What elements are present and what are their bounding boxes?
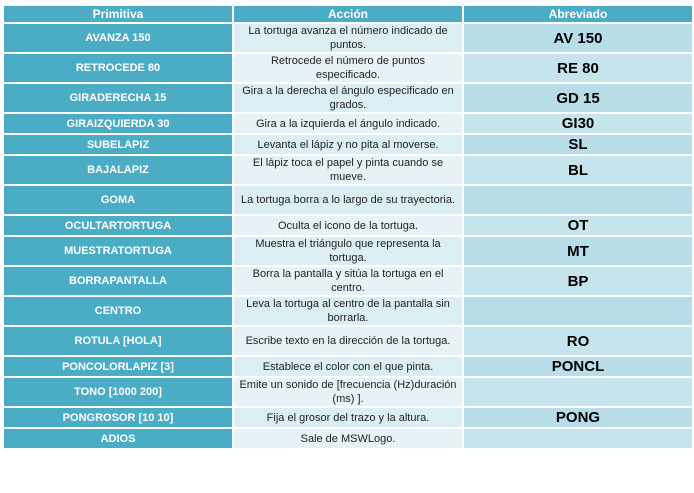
table-row [3, 407, 693, 428]
cell-abreviado: PONCL [463, 356, 693, 377]
cell-abreviado: OT [463, 215, 693, 236]
cell-accion: Gira a la izquierda el ángulo indicado. [233, 113, 463, 134]
cell-accion: Emite un sonido de [frecuencia (Hz)duración (ms) ]. [233, 377, 463, 407]
cell-accion: Gira a la derecha el ángulo especificado en grados. [233, 83, 463, 113]
table-row [3, 53, 693, 83]
cell-accion: Retrocede el número de puntos especificado. [233, 53, 463, 83]
cell-primitiva: GIRAIZQUIERDA 30 [3, 113, 233, 134]
table-row [3, 356, 693, 377]
cell-abreviado: SL [463, 134, 693, 155]
table-row [3, 155, 693, 185]
cell-abreviado: GD 15 [463, 83, 693, 113]
cell-accion: Fija el grosor del trazo y la altura. [233, 407, 463, 428]
table-row [3, 113, 693, 134]
cell-abreviado: GI30 [463, 113, 693, 134]
cell-primitiva: BAJALAPIZ [3, 155, 233, 185]
cell-accion: La tortuga avanza el número indicado de puntos. [233, 23, 463, 53]
table-row [3, 236, 693, 266]
cell-accion: Establece el color con el que pinta. [233, 356, 463, 377]
cell-accion: Muestra el triángulo que representa la tortuga. [233, 236, 463, 266]
cell-abreviado: RO [463, 326, 693, 356]
table-row [3, 266, 693, 296]
cell-accion: Borra la pantalla y sitúa la tortuga en el centro. [233, 266, 463, 296]
table-row [3, 23, 693, 53]
header-row [3, 5, 693, 23]
cell-primitiva: PONGROSOR [10 10] [3, 407, 233, 428]
header-primitiva: Primitiva [3, 5, 233, 23]
cell-abreviado: AV 150 [463, 23, 693, 53]
header-abreviado: Abreviado [463, 5, 693, 23]
cell-primitiva: CENTRO [3, 296, 233, 326]
cell-primitiva: OCULTARTORTUGA [3, 215, 233, 236]
cell-primitiva: TONO [1000 200] [3, 377, 233, 407]
cell-abreviado: RE 80 [463, 53, 693, 83]
cell-accion: La tortuga borra a lo largo de su trayectoria. [233, 185, 463, 215]
cell-primitiva: SUBELAPIZ [3, 134, 233, 155]
table-row [3, 185, 693, 215]
table-row [3, 326, 693, 356]
cell-abreviado [463, 377, 693, 407]
cell-primitiva: ADIOS [3, 428, 233, 449]
cell-primitiva: PONCOLORLAPIZ [3] [3, 356, 233, 377]
cell-primitiva: RETROCEDE 80 [3, 53, 233, 83]
table-row [3, 296, 693, 326]
cell-abreviado [463, 185, 693, 215]
table-row [3, 377, 693, 407]
cell-abreviado [463, 296, 693, 326]
cell-primitiva: MUESTRATORTUGA [3, 236, 233, 266]
table-row [3, 215, 693, 236]
cell-accion: Leva la tortuga al centro de la pantalla sin borrarla. [233, 296, 463, 326]
table-row [3, 134, 693, 155]
table-row [3, 428, 693, 449]
cell-abreviado: BL [463, 155, 693, 185]
cell-accion: Levanta el lápiz y no pita al moverse. [233, 134, 463, 155]
table-row [3, 83, 693, 113]
cell-accion: Oculta el icono de la tortuga. [233, 215, 463, 236]
cell-abreviado: BP [463, 266, 693, 296]
cell-accion: Escribe texto en la dirección de la tortuga. [233, 326, 463, 356]
cell-abreviado: PONG [463, 407, 693, 428]
cell-primitiva: GIRADERECHA 15 [3, 83, 233, 113]
cell-primitiva: ROTULA [HOLA] [3, 326, 233, 356]
header-accion: Acción [233, 5, 463, 23]
table-body [3, 23, 693, 449]
primitives-table [2, 4, 694, 450]
cell-primitiva: BORRAPANTALLA [3, 266, 233, 296]
cell-abreviado [463, 428, 693, 449]
cell-primitiva: AVANZA 150 [3, 23, 233, 53]
cell-accion: Sale de MSWLogo. [233, 428, 463, 449]
cell-accion: El lápiz toca el papel y pinta cuando se mueve. [233, 155, 463, 185]
cell-primitiva: GOMA [3, 185, 233, 215]
cell-abreviado: MT [463, 236, 693, 266]
